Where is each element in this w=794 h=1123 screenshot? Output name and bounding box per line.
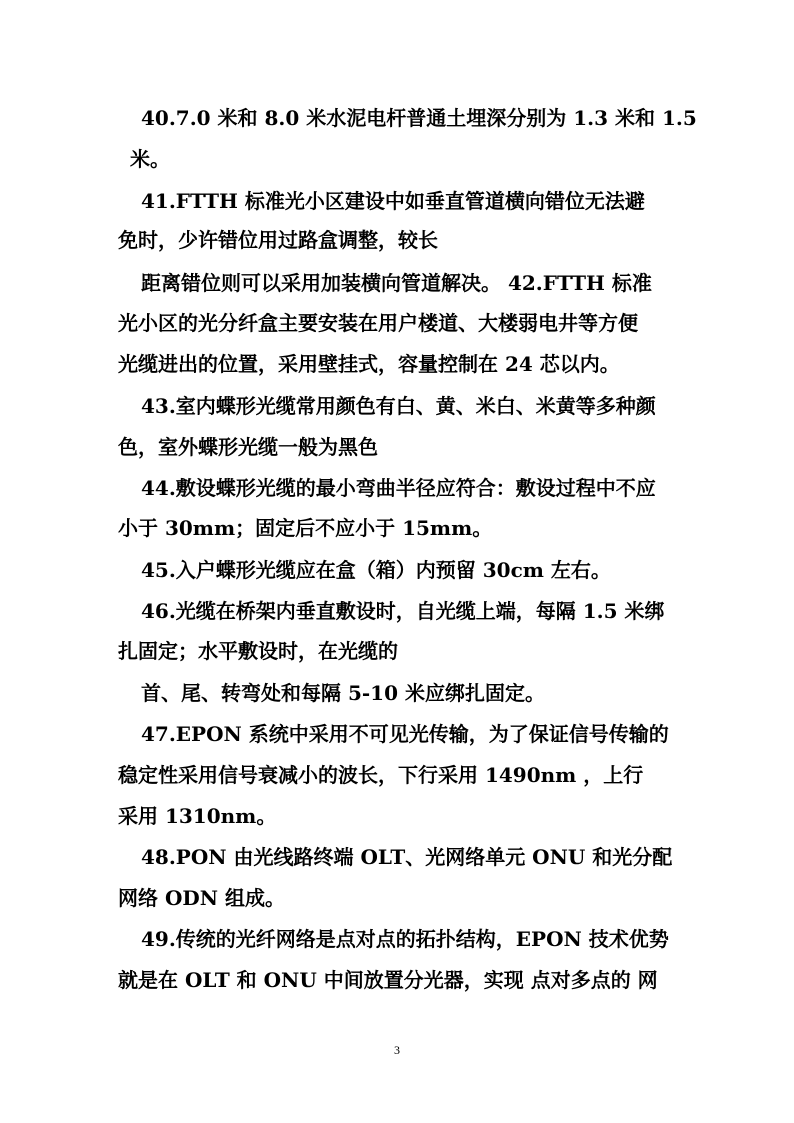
text-line: 小于 30mm；固定后不应小于 15mm。 [118, 516, 493, 540]
text-line: 光缆进出的位置，采用壁挂式，容量控制在 24 芯以内。 [118, 352, 620, 376]
text-line: 米。 [130, 147, 170, 171]
text-line: 首、尾、转弯处和每隔 5-10 米应绑扎固定。 [141, 681, 545, 705]
text-line: 41.FTTH 标准光小区建设中如垂直管道横向错位无法避 [141, 189, 645, 213]
text-line: 49.传统的光纤网络是点对点的拓扑结构，EPON 技术优势 [141, 927, 669, 951]
text-line: 光小区的光分纤盒主要安装在用户楼道、大楼弱电井等方便 [118, 311, 638, 335]
text-line: 40.7.0 米和 8.0 米水泥电杆普通土埋深分别为 1.3 米和 1.5 [141, 106, 697, 130]
text-line: 就是在 OLT 和 ONU 中间放置分光器，实现 点对多点的 网 [118, 968, 658, 992]
text-line: 网络 ODN 组成。 [118, 886, 285, 910]
text-line: 采用 1310nm。 [118, 804, 277, 828]
text-line: 46.光缆在桥架内垂直敷设时，自光缆上端，每隔 1.5 米绑 [141, 599, 665, 623]
text-line: 43.室内蝶形光缆常用颜色有白、黄、米白、米黄等多种颜 [141, 394, 656, 418]
text-line: 色，室外蝶形光缆一般为黑色 [118, 435, 378, 459]
text-line: 47.EPON 系统中采用不可见光传输，为了保证信号传输的 [141, 722, 669, 746]
text-line: 44.敷设蝶形光缆的最小弯曲半径应符合：敷设过程中不应 [141, 476, 656, 500]
page-number: 3 [394, 1043, 400, 1057]
text-line: 距离错位则可以采用加装横向管道解决。 42.FTTH 标准 [141, 271, 652, 295]
text-line: 稳定性采用信号衰减小的波长，下行采用 1490nm ，上行 [118, 763, 644, 787]
text-line: 48.PON 由光线路终端 OLT、光网络单元 ONU 和光分配 [141, 845, 673, 869]
text-line: 45.入户蝶形光缆应在盒（箱）内预留 30cm 左右。 [141, 558, 611, 582]
text-line: 扎固定；水平敷设时，在光缆的 [118, 639, 398, 663]
text-line: 免时，少许错位用过路盒调整，较长 [118, 228, 438, 252]
